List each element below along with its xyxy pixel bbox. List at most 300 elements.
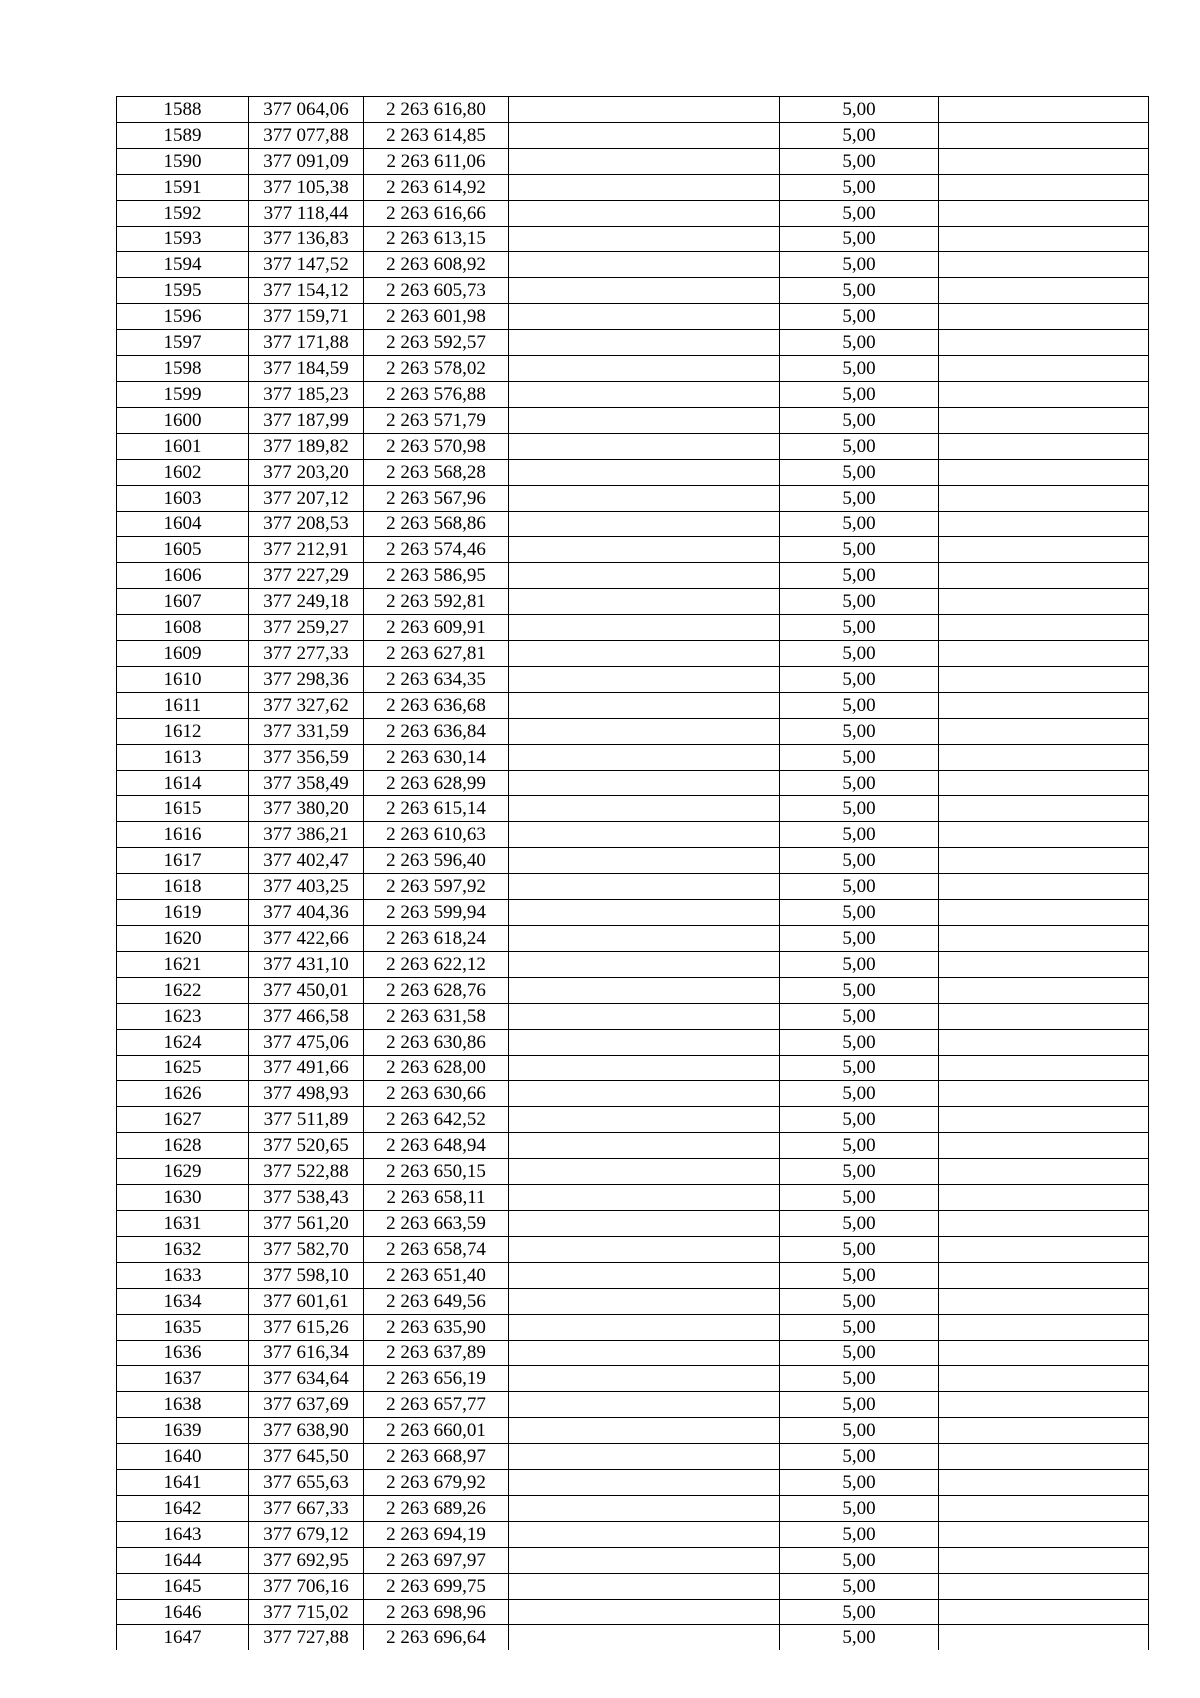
empty-cell: [509, 1003, 780, 1029]
x-coordinate-cell: 377 118,44: [249, 200, 364, 226]
y-coordinate-cell: 2 263 576,88: [364, 381, 509, 407]
point-number-cell: 1597: [117, 330, 249, 356]
table-row: [117, 692, 1149, 718]
table-row: [117, 796, 1149, 822]
empty-cell: [509, 1159, 780, 1185]
tolerance-cell: 5,00: [780, 122, 939, 148]
x-coordinate-cell: 377 637,69: [249, 1392, 364, 1418]
y-coordinate-cell: 2 263 611,06: [364, 148, 509, 174]
x-coordinate-cell: 377 386,21: [249, 822, 364, 848]
tolerance-cell: 5,00: [780, 1573, 939, 1599]
empty-cell: [939, 252, 1149, 278]
empty-cell: [509, 1495, 780, 1521]
table-row: [117, 381, 1149, 407]
y-coordinate-cell: 2 263 656,19: [364, 1366, 509, 1392]
tolerance-cell: 5,00: [780, 1185, 939, 1211]
y-coordinate-cell: 2 263 697,97: [364, 1547, 509, 1573]
y-coordinate-cell: 2 263 586,95: [364, 563, 509, 589]
empty-cell: [939, 666, 1149, 692]
empty-cell: [509, 330, 780, 356]
point-number-cell: 1590: [117, 148, 249, 174]
table-row: [117, 1055, 1149, 1081]
x-coordinate-cell: 377 259,27: [249, 615, 364, 641]
point-number-cell: 1608: [117, 615, 249, 641]
y-coordinate-cell: 2 263 622,12: [364, 951, 509, 977]
y-coordinate-cell: 2 263 679,92: [364, 1470, 509, 1496]
point-number-cell: 1595: [117, 278, 249, 304]
point-number-cell: 1603: [117, 485, 249, 511]
table-row: [117, 356, 1149, 382]
empty-cell: [939, 926, 1149, 952]
table-row: [117, 718, 1149, 744]
empty-cell: [509, 252, 780, 278]
y-coordinate-cell: 2 263 642,52: [364, 1107, 509, 1133]
x-coordinate-cell: 377 402,47: [249, 848, 364, 874]
point-number-cell: 1637: [117, 1366, 249, 1392]
point-number-cell: 1647: [163, 1627, 202, 1649]
empty-cell: [509, 1288, 780, 1314]
x-coordinate-cell: 377 667,33: [249, 1495, 364, 1521]
point-number-cell: 1620: [117, 926, 249, 952]
y-coordinate-cell: 2 263 601,98: [364, 304, 509, 330]
point-number-cell: 1612: [117, 718, 249, 744]
y-coordinate-cell: 2 263 614,92: [364, 174, 509, 200]
empty-cell: [509, 900, 780, 926]
tolerance-cell: 5,00: [780, 589, 939, 615]
y-coordinate-cell: 2 263 636,68: [364, 692, 509, 718]
empty-cell: [939, 900, 1149, 926]
tolerance-cell: 5,00: [780, 407, 939, 433]
empty-cell: [509, 1029, 780, 1055]
y-coordinate-cell: 2 263 657,77: [364, 1392, 509, 1418]
empty-cell: [509, 796, 780, 822]
empty-cell: [939, 1288, 1149, 1314]
table-row: [117, 1444, 1149, 1470]
table-row: [117, 900, 1149, 926]
empty-cell: [939, 122, 1149, 148]
x-coordinate-cell: 377 077,88: [249, 122, 364, 148]
empty-cell: [509, 511, 780, 537]
y-coordinate-cell: 2 263 616,66: [364, 200, 509, 226]
empty-cell: [939, 692, 1149, 718]
empty-cell: [939, 459, 1149, 485]
x-coordinate-cell: 377 450,01: [249, 977, 364, 1003]
tolerance-cell: 5,00: [780, 718, 939, 744]
point-number-cell: 1598: [117, 356, 249, 382]
empty-cell: [939, 1366, 1149, 1392]
empty-cell: [939, 356, 1149, 382]
tolerance-cell: 5,00: [780, 537, 939, 563]
empty-cell: [939, 770, 1149, 796]
point-number-cell: 1644: [117, 1547, 249, 1573]
empty-cell: [509, 1133, 780, 1159]
table-row: [117, 977, 1149, 1003]
tolerance-cell: 5,00: [780, 1159, 939, 1185]
table-row: [117, 1625, 1149, 1650]
empty-cell: [509, 381, 780, 407]
tolerance-cell: 5,00: [780, 1366, 939, 1392]
point-number-cell: 1602: [117, 459, 249, 485]
x-coordinate-cell: 377 638,90: [249, 1418, 364, 1444]
point-number-cell: 1634: [117, 1288, 249, 1314]
empty-cell: [509, 926, 780, 952]
empty-cell: [939, 1081, 1149, 1107]
y-coordinate-cell: 2 263 610,63: [364, 822, 509, 848]
x-coordinate-cell: 377 277,33: [249, 641, 364, 667]
point-number-cell: 1596: [117, 304, 249, 330]
empty-cell: [509, 848, 780, 874]
empty-cell: [939, 1392, 1149, 1418]
tolerance-cell: 5,00: [780, 926, 939, 952]
point-number-cell: 1611: [117, 692, 249, 718]
empty-cell: [509, 459, 780, 485]
point-number-cell: 1621: [117, 951, 249, 977]
point-number-cell: 1645: [117, 1573, 249, 1599]
x-coordinate-cell: 377 615,26: [249, 1314, 364, 1340]
table-row: [117, 1521, 1149, 1547]
empty-cell: [509, 356, 780, 382]
tolerance-cell: 5,00: [780, 226, 939, 252]
tolerance-cell: 5,00: [780, 278, 939, 304]
table-row: [117, 1029, 1149, 1055]
empty-cell: [509, 1081, 780, 1107]
y-coordinate-cell: 2 263 668,97: [364, 1444, 509, 1470]
empty-cell: [509, 822, 780, 848]
table-row: [117, 200, 1149, 226]
x-coordinate-cell: 377 692,95: [249, 1547, 364, 1573]
empty-cell: [509, 174, 780, 200]
empty-cell: [509, 1547, 780, 1573]
y-coordinate-cell: 2 263 658,11: [364, 1185, 509, 1211]
table-row: [117, 874, 1149, 900]
point-number-cell: 1607: [117, 589, 249, 615]
empty-cell: [939, 848, 1149, 874]
y-coordinate-cell: 2 263 608,92: [364, 252, 509, 278]
empty-cell: [509, 1392, 780, 1418]
table-row: [117, 1418, 1149, 1444]
point-number-cell: 1591: [117, 174, 249, 200]
x-coordinate-cell: 377 356,59: [249, 744, 364, 770]
y-coordinate-cell: 2 263 694,19: [364, 1521, 509, 1547]
empty-cell: [939, 1236, 1149, 1262]
point-number-cell: 1592: [117, 200, 249, 226]
point-number-cell: 1639: [117, 1418, 249, 1444]
empty-cell: [509, 1444, 780, 1470]
point-number-cell: 1617: [117, 848, 249, 874]
tolerance-cell: 5,00: [780, 1444, 939, 1470]
y-coordinate-cell: 2 263 699,75: [364, 1573, 509, 1599]
empty-cell: [509, 589, 780, 615]
tolerance-cell: 5,00: [780, 1470, 939, 1496]
empty-cell: [939, 1444, 1149, 1470]
x-coordinate-cell: 377 422,66: [249, 926, 364, 952]
table-row: [117, 1599, 1149, 1625]
table-row: [117, 1210, 1149, 1236]
tolerance-cell: 5,00: [780, 1495, 939, 1521]
point-number-cell: 1588: [117, 97, 249, 123]
tolerance-cell: 5,00: [780, 1107, 939, 1133]
table-row: [117, 1107, 1149, 1133]
empty-cell: [939, 433, 1149, 459]
point-number-cell: 1618: [117, 874, 249, 900]
empty-cell: [509, 1625, 780, 1650]
tolerance-cell: 5,00: [780, 511, 939, 537]
table-row: [117, 1366, 1149, 1392]
empty-cell: [939, 718, 1149, 744]
empty-cell: [939, 1418, 1149, 1444]
tolerance-cell: 5,00: [780, 1340, 939, 1366]
empty-cell: [939, 796, 1149, 822]
tolerance-cell: 5,00: [780, 900, 939, 926]
table-row: [117, 589, 1149, 615]
empty-cell: [939, 1470, 1149, 1496]
table-row: [117, 174, 1149, 200]
empty-cell: [509, 1262, 780, 1288]
empty-cell: [509, 1107, 780, 1133]
x-coordinate-cell: 377 207,12: [249, 485, 364, 511]
empty-cell: [939, 485, 1149, 511]
point-number-cell: 1616: [117, 822, 249, 848]
empty-cell: [939, 641, 1149, 667]
point-number-cell: 1628: [117, 1133, 249, 1159]
point-number-cell: 1593: [117, 226, 249, 252]
y-coordinate-cell: 2 263 574,46: [364, 537, 509, 563]
table-row: [117, 1392, 1149, 1418]
x-coordinate-cell: 377 358,49: [249, 770, 364, 796]
tolerance-cell: 5,00: [780, 977, 939, 1003]
tolerance-cell: 5,00: [780, 252, 939, 278]
table-row: [117, 511, 1149, 537]
point-number-cell: 1601: [117, 433, 249, 459]
y-coordinate-cell: 2 263 613,15: [364, 226, 509, 252]
x-coordinate-cell: 377 498,93: [249, 1081, 364, 1107]
x-coordinate-cell: 377 298,36: [249, 666, 364, 692]
empty-cell: [509, 1366, 780, 1392]
empty-cell: [509, 641, 780, 667]
tolerance-cell: 5,00: [780, 485, 939, 511]
table-row: [117, 122, 1149, 148]
empty-cell: [509, 148, 780, 174]
empty-cell: [939, 407, 1149, 433]
x-coordinate-cell: 377 380,20: [249, 796, 364, 822]
tolerance-cell: 5,00: [780, 1081, 939, 1107]
x-coordinate-cell: 377 208,53: [249, 511, 364, 537]
empty-cell: [939, 330, 1149, 356]
x-coordinate-cell: 377 159,71: [249, 304, 364, 330]
tolerance-cell: 5,00: [780, 1003, 939, 1029]
x-coordinate-cell: 377 727,88: [249, 1625, 364, 1650]
point-number-cell: 1604: [117, 511, 249, 537]
y-coordinate-cell: 2 263 567,96: [364, 485, 509, 511]
empty-cell: [939, 148, 1149, 174]
point-number-cell: 1610: [117, 666, 249, 692]
table-row: [117, 666, 1149, 692]
tolerance-cell: 5,00: [780, 692, 939, 718]
x-coordinate-cell: 377 331,59: [249, 718, 364, 744]
point-number-cell: 1642: [117, 1495, 249, 1521]
tolerance-cell: 5,00: [780, 615, 939, 641]
y-coordinate-cell: 2 263 627,81: [364, 641, 509, 667]
y-coordinate-cell: 2 263 568,28: [364, 459, 509, 485]
empty-cell: [509, 666, 780, 692]
empty-cell: [509, 200, 780, 226]
tolerance-cell: 5,00: [780, 433, 939, 459]
table-row: [117, 1288, 1149, 1314]
table-row: [117, 1314, 1149, 1340]
tolerance-cell: 5,00: [780, 381, 939, 407]
empty-cell: [509, 485, 780, 511]
x-coordinate-cell: 377 189,82: [249, 433, 364, 459]
empty-cell: [939, 1340, 1149, 1366]
empty-cell: [509, 1418, 780, 1444]
tolerance-cell: 5,00: [780, 1236, 939, 1262]
empty-cell: [939, 1573, 1149, 1599]
y-coordinate-cell: 2 263 631,58: [364, 1003, 509, 1029]
x-coordinate-cell: 377 582,70: [249, 1236, 364, 1262]
y-coordinate-cell: 2 263 614,85: [364, 122, 509, 148]
empty-cell: [509, 1314, 780, 1340]
empty-cell: [939, 381, 1149, 407]
empty-cell: [939, 97, 1149, 123]
table-row: [117, 1159, 1149, 1185]
empty-cell: [939, 744, 1149, 770]
coordinate-table: [116, 96, 1149, 1650]
tolerance-cell: 5,00: [780, 97, 939, 123]
table-row: [117, 1133, 1149, 1159]
table-row: [117, 822, 1149, 848]
x-coordinate-cell: 377 715,02: [249, 1599, 364, 1625]
empty-cell: [509, 874, 780, 900]
table-row: [117, 1236, 1149, 1262]
table-row: [117, 537, 1149, 563]
table-row: [117, 848, 1149, 874]
table-row: [117, 641, 1149, 667]
tolerance-cell: 5,00: [780, 148, 939, 174]
y-coordinate-cell: 2 263 568,86: [364, 511, 509, 537]
empty-cell: [939, 951, 1149, 977]
empty-cell: [939, 304, 1149, 330]
empty-cell: [939, 511, 1149, 537]
tolerance-cell: 5,00: [780, 1210, 939, 1236]
point-number-cell: 1626: [117, 1081, 249, 1107]
point-number-cell: 1635: [117, 1314, 249, 1340]
empty-cell: [509, 407, 780, 433]
tolerance-cell: 5,00: [780, 848, 939, 874]
y-coordinate-cell: 2 263 592,57: [364, 330, 509, 356]
table-row: [117, 407, 1149, 433]
empty-cell: [509, 951, 780, 977]
tolerance-cell: 5,00: [780, 1418, 939, 1444]
y-coordinate-cell: 2 263 696,64: [364, 1625, 509, 1650]
empty-cell: [939, 1262, 1149, 1288]
y-coordinate-cell: 2 263 618,24: [364, 926, 509, 952]
empty-cell: [939, 1210, 1149, 1236]
x-coordinate-cell: 377 522,88: [249, 1159, 364, 1185]
table-row: [117, 226, 1149, 252]
empty-cell: [509, 1340, 780, 1366]
x-coordinate-cell: 377 227,29: [249, 563, 364, 589]
tolerance-cell: 5,00: [780, 951, 939, 977]
table-row: [117, 1470, 1149, 1496]
empty-cell: [509, 433, 780, 459]
tolerance-cell: 5,00: [780, 744, 939, 770]
y-coordinate-cell: 2 263 592,81: [364, 589, 509, 615]
point-number-cell: 1600: [117, 407, 249, 433]
tolerance-cell: 5,00: [780, 770, 939, 796]
y-coordinate-cell: 2 263 630,14: [364, 744, 509, 770]
x-coordinate-cell: 377 171,88: [249, 330, 364, 356]
point-number-cell: 1624: [117, 1029, 249, 1055]
empty-cell: [509, 977, 780, 1003]
empty-cell: [509, 1210, 780, 1236]
empty-cell: [939, 1547, 1149, 1573]
point-number-cell: 1630: [117, 1185, 249, 1211]
x-coordinate-cell: 377 154,12: [249, 278, 364, 304]
x-coordinate-cell: 377 634,64: [249, 1366, 364, 1392]
empty-cell: [509, 226, 780, 252]
empty-cell: [939, 1133, 1149, 1159]
y-coordinate-cell: 2 263 648,94: [364, 1133, 509, 1159]
tolerance-cell: 5,00: [780, 874, 939, 900]
empty-cell: [509, 1185, 780, 1211]
empty-cell: [939, 1159, 1149, 1185]
tolerance-cell: 5,00: [780, 459, 939, 485]
empty-cell: [939, 1495, 1149, 1521]
y-coordinate-cell: 2 263 578,02: [364, 356, 509, 382]
tolerance-cell: 5,00: [780, 200, 939, 226]
table-row: [117, 330, 1149, 356]
y-coordinate-cell: 2 263 651,40: [364, 1262, 509, 1288]
empty-cell: [509, 744, 780, 770]
x-coordinate-cell: 377 645,50: [249, 1444, 364, 1470]
x-coordinate-cell: 377 601,61: [249, 1288, 364, 1314]
y-coordinate-cell: 2 263 660,01: [364, 1418, 509, 1444]
x-coordinate-cell: 377 466,58: [249, 1003, 364, 1029]
y-coordinate-cell: 2 263 635,90: [364, 1314, 509, 1340]
x-coordinate-cell: 377 616,34: [249, 1340, 364, 1366]
point-number-cell: 1589: [117, 122, 249, 148]
x-coordinate-cell: 377 520,65: [249, 1133, 364, 1159]
table-row: [117, 1547, 1149, 1573]
x-coordinate-cell: 377 064,06: [249, 97, 364, 123]
y-coordinate-cell: 2 263 570,98: [364, 433, 509, 459]
x-coordinate-cell: 377 187,99: [249, 407, 364, 433]
y-coordinate-cell: 2 263 628,76: [364, 977, 509, 1003]
empty-cell: [939, 537, 1149, 563]
tolerance-cell: 5,00: [780, 1055, 939, 1081]
point-number-cell: 1631: [117, 1210, 249, 1236]
tolerance-cell: 5,00: [780, 1625, 939, 1650]
point-number-cell: 1614: [117, 770, 249, 796]
table-row: [117, 148, 1149, 174]
x-coordinate-cell: 377 203,20: [249, 459, 364, 485]
empty-cell: [509, 615, 780, 641]
table-row: [117, 1081, 1149, 1107]
empty-cell: [509, 537, 780, 563]
tolerance-cell: 5,00: [780, 174, 939, 200]
tolerance-cell: 5,00: [780, 1288, 939, 1314]
y-coordinate-cell: 2 263 605,73: [364, 278, 509, 304]
table-row: [117, 485, 1149, 511]
x-coordinate-cell: 377 327,62: [249, 692, 364, 718]
x-coordinate-cell: 377 679,12: [249, 1521, 364, 1547]
table-row: [117, 433, 1149, 459]
empty-cell: [939, 1625, 1149, 1650]
tolerance-cell: 5,00: [780, 304, 939, 330]
empty-cell: [509, 1599, 780, 1625]
table-row: [117, 1262, 1149, 1288]
tolerance-cell: 5,00: [780, 1133, 939, 1159]
